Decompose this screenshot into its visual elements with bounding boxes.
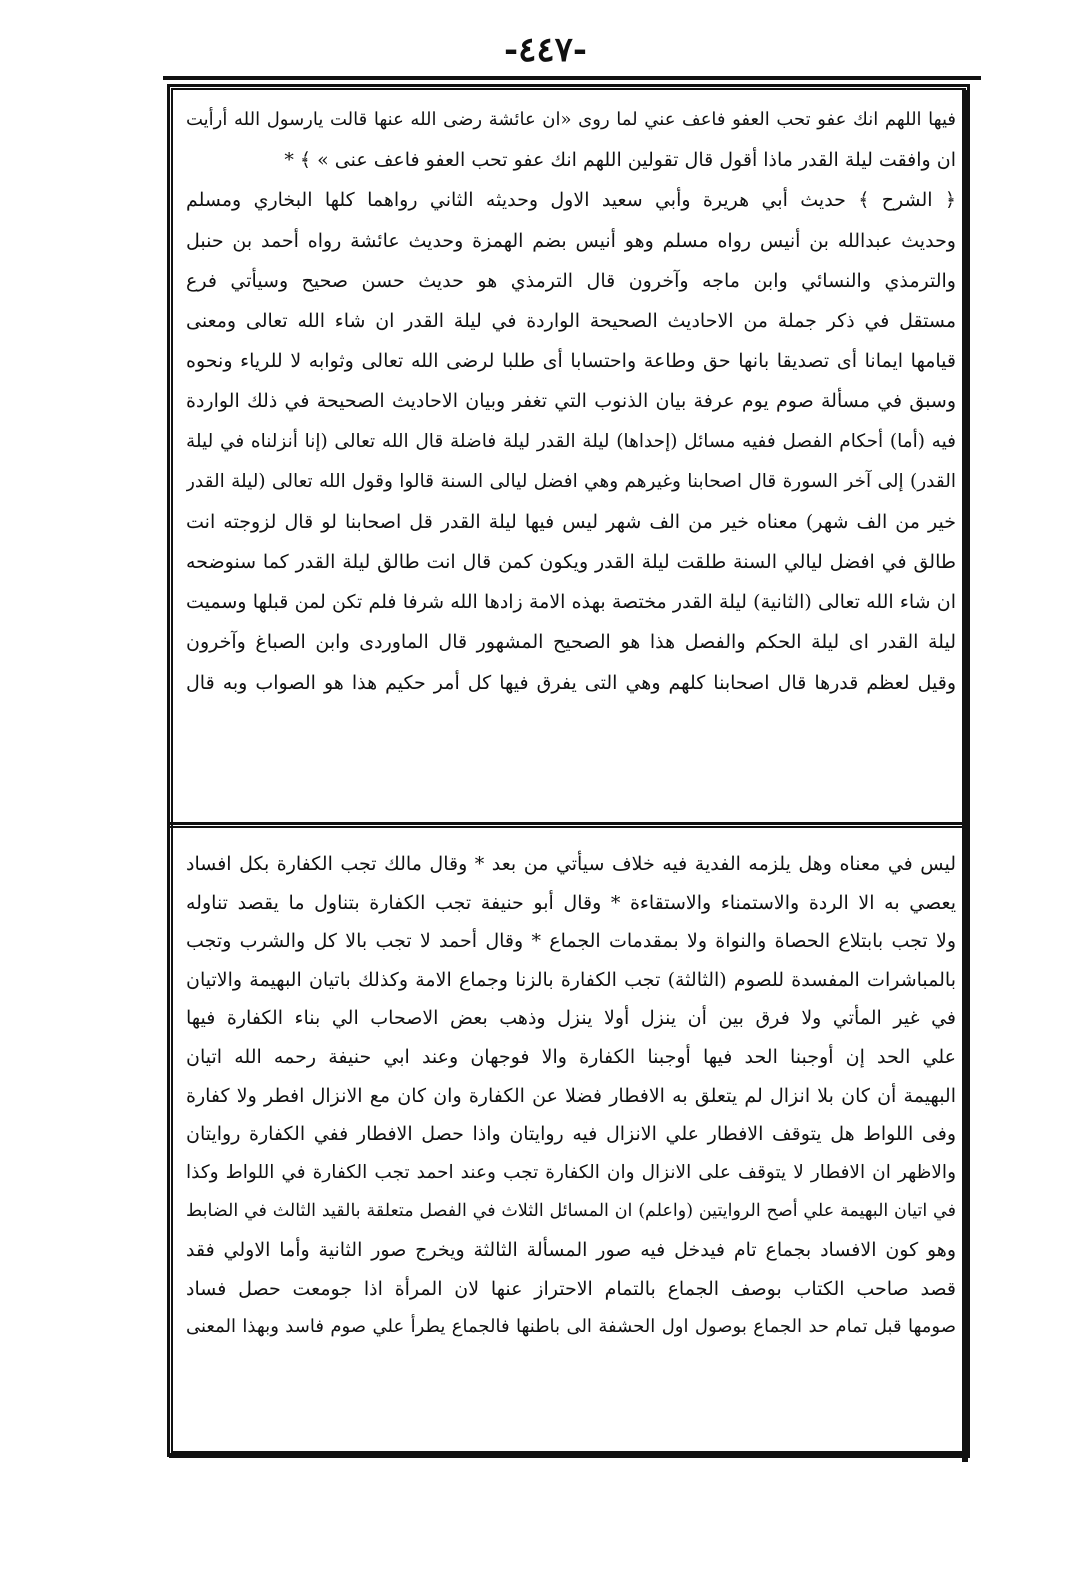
- top-rule: [163, 76, 981, 80]
- main-line: ﴿ الشرح ﴾ حديث أبي هريرة وأبي سعيد الاول وحديثه الثاني رواهما كلها البخاري ومسلم: [186, 189, 956, 212]
- main-line: فيه (أما) أحكام الفصل ففيه مسائل (إحداها) ليلة القدر ليلة فاضلة قال الله تعالى (إنا أنزلناه في ليلة: [186, 430, 956, 452]
- main-line: مستقل في ذكر جملة من الاحاديث الصحيحة الواردة في ليلة القدر ان شاء الله تعالى ومعنى: [186, 309, 956, 332]
- footnote-line: وفى اللواط هل يتوقف الافطار علي الانزال فيه روايتان واذا حصل الافطار ففي الكفارة روايتان: [186, 1123, 956, 1146]
- footnote-line: ولا تجب بابتلاع الحصاة والنواة ولا بمقدمات الجماع * وقال أحمد لا تجب بالا كل والشرب وتجب: [186, 930, 956, 953]
- page-number: -٤٤٧-: [503, 30, 588, 70]
- main-line: ان وافقت ليلة القدر ماذا أقول قال تقولين اللهم انك عفو تحب العفو فاعف عنى » ﴾ *: [284, 149, 956, 172]
- footnote-line: في غير المأتي ولا فرق بين أن ينزل أولا ينزل وذهب بعض الاصحاب الي بناء الكفارة فيها: [186, 1007, 956, 1030]
- main-line: ان شاء الله تعالى (الثانية) ليلة القدر مختصة بهذه الامة زادها الله شرفا فلم تكن لمن قبلها وسميت: [186, 591, 956, 614]
- footnote-line: وهو كون الافساد بجماع تام فيدخل فيه صور المسألة الثالثة ويخرج صور الثانية وأما الاولي فقد: [186, 1238, 956, 1261]
- main-line: فيها اللهم انك عفو تحب العفو فاعف عني لما روى «ان عائشة رضى الله عنها قالت يارسول الله أرأيت: [186, 109, 956, 130]
- footnote-line: في اتيان البهيمة علي أصح الروايتين (واعلم) ان المسائل الثلاث في الفصل متعلقة بالقيد الثالث في الضابط: [186, 1201, 956, 1222]
- footnote-line: صومها قبل تمام حد الجماع بوصول اول الحشفة الى باطنها فالجماع يطرأ علي صوم فاسد وبهذا المعنى: [186, 1316, 956, 1338]
- main-line: طالق في افضل ليالي السنة طلقت ليلة القدر ويكون كمن قال انت طالق ليلة القدر كما سنوضحه: [186, 551, 956, 574]
- main-line: القدر) إلى آخر السورة قال اصحابنا وغيرهم وهي افضل ليالى السنة قالوا وقول الله تعالى (ليلة القدر: [186, 470, 956, 492]
- footnote-line: البهيمة أن كان بلا انزال لم يتعلق به الافطار فضلا عن الكفارة وان كان مع الانزال افطر ولا كفارة: [186, 1084, 956, 1107]
- footnote-line: يعصي به الا الردة والاستمناء والاستقاءة * وقال أبو حنيفة تجب الكفارة بتناول ما يقصد تناوله: [186, 891, 956, 914]
- footnote-line: بالمباشرات المفسدة للصوم (الثالثة) تجب الكفارة بالزنا وجماع الامة وكذلك باتيان البهيمة والاتيان: [186, 968, 956, 991]
- main-line: وحديث عبدالله بن أنيس رواه مسلم وهو أنيس بضم الهمزة وحديث عائشة رواه أحمد بن حنبل: [186, 229, 956, 252]
- section-separator: [170, 822, 965, 828]
- footnote-text: [186, 845, 956, 1347]
- main-line: قيامها ايمانا أى تصديقا بانها حق وطاعة واحتسابا أى طلبا لرضى الله تعالى وثوابه لا للرياء ونحوه: [186, 350, 956, 373]
- main-text: [186, 100, 956, 703]
- main-line: وقيل لعظم قدرها قال اصحابنا كلهم وهي التى يفرق فيها كل أمر حكيم هذا هو الصواب وبه قال: [186, 671, 956, 694]
- bottom-rule: [169, 1453, 970, 1458]
- main-line: وسبق في مسألة صوم يوم عرفة بيان الذنوب التي تغفر وبيان الاحاديث الصحيحة في ذلك الواردة: [186, 390, 956, 413]
- footnote-line: ليس في معناه وهل يلزمه الفدية فيه خلاف سيأتي من بعد * وقال مالك تجب الكفارة بكل افساد: [186, 853, 956, 875]
- footnote-line: علي الحد إن أوجبنا الحد فيها أوجبنا الكفارة والا فوجهان وعند ابي حنيفة رحمه الله اتيان: [186, 1045, 956, 1068]
- main-line: خير من الف شهر) معناه خير من الف شهر ليس فيها ليلة القدر قل اصحابنا لو قال لزوجته انت: [186, 510, 956, 533]
- footnote-line: والاظهر ان الافطار لا يتوقف على الانزال وان الكفارة تجب وعند احمد تجب الكفارة في اللواط وكذا: [186, 1161, 956, 1183]
- right-rule: [962, 90, 968, 1462]
- main-line: والترمذي والنسائي وابن ماجه وآخرون قال الترمذي هو حديث حسن صحيح وسيأتي فرع: [186, 269, 956, 292]
- main-line: ليلة القدر اى ليلة الحكم والفصل هذا هو الصحيح المشهور قال الماوردى وابن الصباغ وآخرون: [186, 631, 956, 654]
- footnote-line: قصد صاحب الكتاب بوصف الجماع بالتمام الاحتراز عنها لان المرأة اذا جومعت حصل فساد: [186, 1277, 956, 1300]
